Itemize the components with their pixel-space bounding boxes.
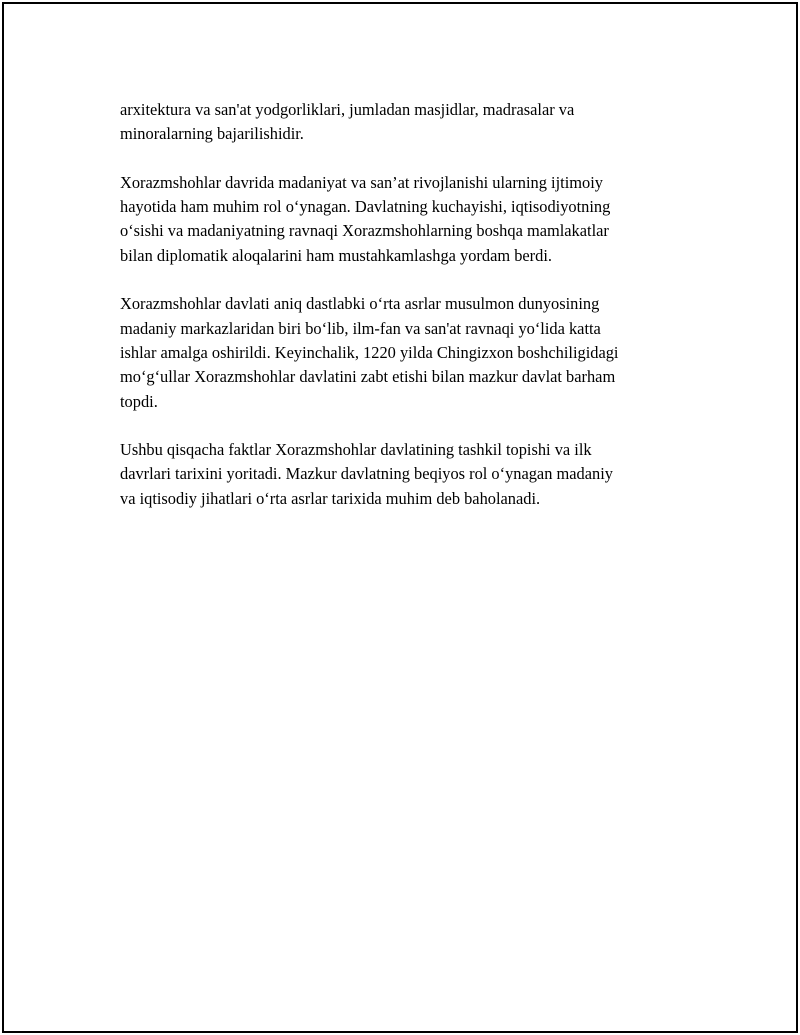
- paragraph-3: Xorazmshohlar davlati aniq dastlabki o‘rta asrlar musulmon dunyosining madaniy markazlaridan biri bo‘lib, ilm-fan va san'at ravnaqi yo‘lida katta ishlar amalga oshirildi. Keyinchalik, 1220 yilda Chingizxon boshchiligidagi mo‘g‘ullar Xorazmshohlar davlatini zabt etishi bilan mazkur davlat barham topdi.: [120, 294, 619, 411]
- paragraph-2: Xorazmshohlar davrida madaniyat va san’at rivojlanishi ularning ijtimoiy hayotida ham muhim rol o‘ynagan. Davlatning kuchayishi, iqtisodiyotning o‘sishi va madaniyatning ravnaqi Xorazmshohlarning boshqa mamlakatlar bilan diplomatik aloqalarini ham mustahkamlashga yordam berdi.: [120, 172, 611, 265]
- paragraph-4: Ushbu qisqacha faktlar Xorazmshohlar davlatining tashkil topishi va ilk davrlari tarixini yoritadi. Mazkur davlatning beqiyos rol o‘ynagan madaniy va iqtisodiy jihatlari o‘rta asrlar tarixida muhim deb baholanadi.: [120, 440, 613, 508]
- document-page: [2, 2, 798, 1033]
- document-body: [120, 98, 690, 535]
- paragraph-1: arxitektura va san'at yodgorliklari, jumladan masjidlar, madrasalar va minoralarning bajarilishidir.: [120, 100, 575, 144]
